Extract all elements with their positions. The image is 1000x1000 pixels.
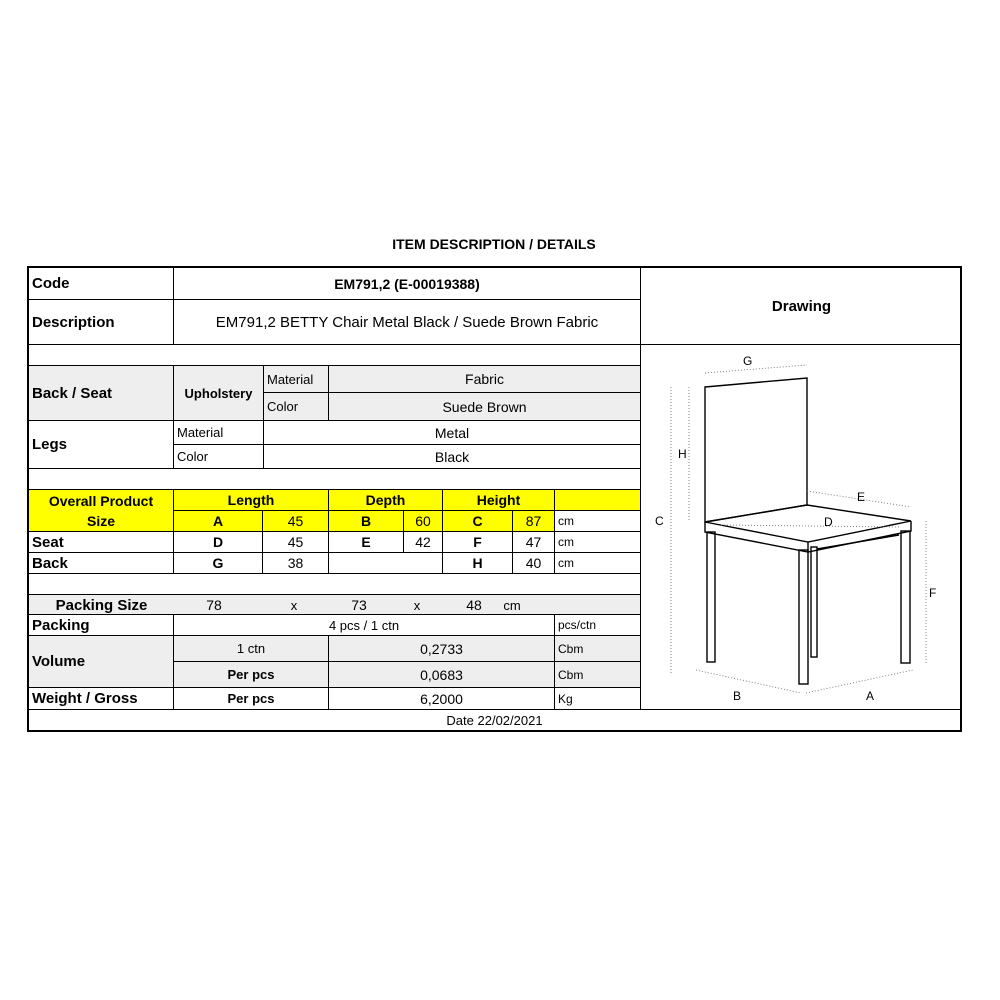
dim-back-unit: cm <box>555 553 641 574</box>
back-label: Back <box>29 553 174 574</box>
description-value: EM791,2 BETTY Chair Metal Black / Suede Brown Fabric <box>174 300 641 345</box>
dim-line-d <box>721 525 901 527</box>
dim-g-label: G <box>174 553 263 574</box>
back-seat-material: Fabric <box>329 366 641 393</box>
volume-pcs-value: 0,0683 <box>329 662 555 688</box>
overall-size-label <box>29 490 174 532</box>
dim-h-value: 40 <box>513 553 555 574</box>
back-seat-label: Back / Seat <box>29 366 174 421</box>
chair-leg-front-right <box>799 550 808 684</box>
dim-seat-unit: cm <box>555 532 641 553</box>
packing-size-x1: x <box>290 597 298 613</box>
date-footer: Date 22/02/2021 <box>446 712 543 728</box>
chair-backrest <box>705 378 807 522</box>
chair-leg-inner <box>811 547 817 657</box>
weight-sub-label: Per pcs <box>174 688 329 710</box>
drawing-letter-c: C <box>655 514 664 528</box>
chair-leg-front-left <box>707 532 715 662</box>
separator-row <box>29 345 641 366</box>
dim-d-label: D <box>174 532 263 553</box>
legs-material-label: Material <box>174 421 264 445</box>
depth-header: Depth <box>329 490 443 511</box>
dim-a-value: 45 <box>263 511 329 532</box>
upholstery-label: Upholstery <box>174 366 264 421</box>
dim-c-label: C <box>443 511 513 532</box>
drawing-label: Drawing <box>641 268 962 345</box>
height-header: Height <box>443 490 555 511</box>
dim-overall-unit: cm <box>555 511 641 532</box>
dim-f-value: 47 <box>513 532 555 553</box>
page-title: ITEM DESCRIPTION / DETAILS <box>392 236 596 252</box>
chair-seat <box>705 505 911 542</box>
dim-f-label: F <box>443 532 513 553</box>
code-label: Code <box>29 268 174 300</box>
volume-ctn-label: 1 ctn <box>174 636 329 662</box>
length-header: Length <box>174 490 329 511</box>
back-seat-color: Suede Brown <box>329 393 641 421</box>
overall-size-label-line1: Overall Product <box>48 492 154 509</box>
legs-material: Metal <box>264 421 641 445</box>
empty-cell <box>329 553 443 574</box>
drawing-letter-e: E <box>857 490 866 504</box>
weight-label: Weight / Gross <box>29 688 174 710</box>
dim-line-a <box>806 670 913 693</box>
drawing-letter-d: D <box>824 515 833 529</box>
drawing-letter-g: G <box>743 354 753 368</box>
spec-table <box>27 266 962 732</box>
dim-line-b <box>696 670 801 693</box>
description-label: Description <box>29 300 174 345</box>
volume-label: Volume <box>29 636 174 688</box>
dim-e-label: E <box>329 532 404 553</box>
legs-color-label: Color <box>174 445 264 469</box>
weight-value: 6,2000 <box>329 688 555 710</box>
packing-value: 4 pcs / 1 ctn <box>174 615 555 636</box>
dim-h-label: H <box>443 553 513 574</box>
packing-size-x2: x <box>413 597 421 613</box>
dim-b-value: 60 <box>404 511 443 532</box>
separator-row <box>29 469 641 490</box>
packing-size-label: Packing Size <box>55 596 148 614</box>
volume-ctn-unit: Cbm <box>555 636 641 662</box>
weight-unit: Kg <box>555 688 641 710</box>
dim-a-label: A <box>174 511 263 532</box>
chair-leg-back-right <box>901 531 910 663</box>
drawing-letter-h: H <box>678 447 687 461</box>
packing-size-unit: cm <box>503 597 521 613</box>
volume-pcs-unit: Cbm <box>555 662 641 688</box>
dim-b-label: B <box>329 511 404 532</box>
overall-size-label-line2: Size <box>86 512 115 529</box>
back-seat-material-label: Material <box>264 366 329 393</box>
volume-ctn-value: 0,2733 <box>329 636 555 662</box>
packing-label: Packing <box>29 615 174 636</box>
dim-e-value: 42 <box>404 532 443 553</box>
back-seat-color-label: Color <box>264 393 329 421</box>
drawing-area <box>641 345 962 710</box>
code-value: EM791,2 (E-00019388) <box>174 268 641 300</box>
drawing-letter-b: B <box>733 689 742 703</box>
dim-g-value: 38 <box>263 553 329 574</box>
dim-line-g <box>705 365 807 373</box>
legs-label: Legs <box>29 421 174 469</box>
legs-color: Black <box>264 445 641 469</box>
packing-size-height: 48 <box>466 597 482 613</box>
packing-size-width: 73 <box>351 597 367 613</box>
separator-row <box>29 574 641 595</box>
drawing-letter-a: A <box>866 689 875 703</box>
unit-header <box>555 490 641 511</box>
drawing-letter-f: F <box>929 586 937 600</box>
seat-label: Seat <box>29 532 174 553</box>
dim-c-value: 87 <box>513 511 555 532</box>
volume-pcs-label: Per pcs <box>174 662 329 688</box>
packing-unit: pcs/ctn <box>555 615 641 636</box>
chair-drawing <box>641 345 961 709</box>
dim-d-value: 45 <box>263 532 329 553</box>
packing-size-length: 78 <box>206 597 222 613</box>
